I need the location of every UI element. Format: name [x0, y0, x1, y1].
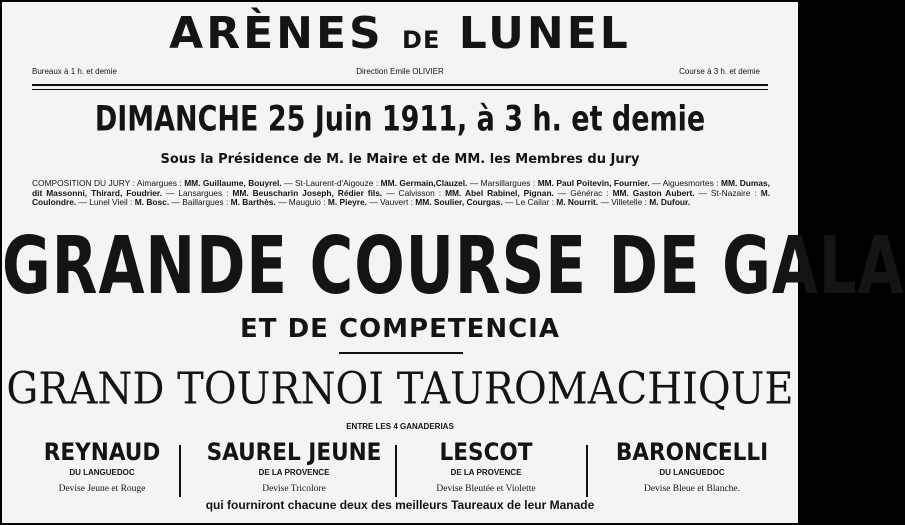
ganaderia-region: DE LA PROVENCE [258, 468, 330, 477]
jury-members: M. Coulondre. [32, 187, 771, 207]
ganaderia-devise: Devise Bleue et Blanche. [643, 484, 741, 494]
ganaderia-region: DU LANGUEDOC [659, 468, 725, 477]
event-subtitle: ET DE COMPETENCIA [240, 314, 560, 344]
jury-members: MM. Paul Poitevin, Fournier. [537, 178, 650, 188]
ganaderia-baroncelli [612, 438, 772, 494]
date-line: DIMANCHE 25 Juin 1911, à 3 h. et demie [94, 99, 706, 140]
ganaderia-devise: Devise Bleutée et Violette [436, 484, 536, 494]
jury-members: MM. Guillaume, Bouyrel. [184, 178, 282, 188]
jury-place: St-Nazaire : [710, 187, 761, 198]
ganaderia-region: DU LANGUEDOC [69, 468, 135, 477]
jury-place: Aiguesmortes : [662, 178, 722, 188]
ganaderia-name: REYNAUD [43, 438, 161, 466]
ganaderia-reynaud [32, 438, 172, 494]
title-city: LUNEL [458, 8, 631, 59]
jury-members: M. Pieyre. [327, 197, 368, 207]
ganaderia-saurel-jeune [200, 438, 388, 494]
ganaderia-devise: Devise Tricolore [262, 484, 326, 494]
jury-members: MM. Dumas, dit Massonni, Thirard, Foudrier. [32, 178, 771, 198]
bureaux-note: Bureaux à 1 h. et demie [32, 67, 117, 76]
jury-members: M. Nourrit. [556, 197, 599, 207]
jury-list: Aimargues : MM. Guillaume, Bouyrel. — St-Laurent-d'Aigouze : MM. Germain,Clauzel. — Marsillargues : MM. Paul Poitevin, Fournier. — Aiguesmortes : MM. Dumas, dit Massonni, Thirard, Foudrier. — Lansargues : MM. Beuscharin Joseph, Rédier fils. — Calvisson : MM. Abel Rabinel, Pignan. — Générac : MM. Gaston Aubert. — St-Nazaire : M. Coulondre. — Lunel Vieil : M. Bosc. — Baillargues : M. Barthès. — Mauguio : M. Pieyre. — Vauvert : MM. Soulier, Courgas. — Le Cailar : M. Nourrit. — Villetelle : M. Dufour. [32, 178, 771, 207]
jury-members: MM. Gaston Aubert. [612, 187, 695, 198]
jury-members: MM. Beuscharin Joseph, Rédier fils. [232, 187, 383, 198]
jury-members: M. Barthès. [230, 197, 276, 207]
course-time-note: Course à 3 h. et demie [679, 67, 760, 76]
ganaderia-name: BARONCELLI [615, 438, 769, 466]
presidence-line: Sous la Présidence de M. le Maire et de MM. les Membres du Jury [160, 152, 640, 167]
ganaderia-lescot [407, 438, 565, 494]
ganaderias-intro: ENTRE LES 4 GANADERIAS [346, 422, 454, 431]
jury-members: M. Dufour. [649, 197, 691, 207]
poster [2, 2, 905, 523]
column-separator [179, 445, 181, 497]
ganaderia-region: DE LA PROVENCE [450, 468, 522, 477]
jury-place: Vauvert : [380, 197, 416, 207]
jury-place: Marsillargues : [480, 178, 538, 188]
jury-place: Mauguio : [288, 197, 328, 207]
column-separator [586, 445, 588, 497]
ganaderia-devise: Devise Jeune et Rouge [58, 484, 146, 494]
event-title: GRANDE COURSE DE GALA [2, 220, 905, 313]
tournoi-title: GRAND TOURNOI TAUROMACHIQUE [6, 364, 794, 415]
jury-place: Lunel Vieil : [89, 197, 135, 207]
poster-title [2, 8, 798, 59]
jury-members: MM. Germain,Clauzel. [380, 178, 468, 188]
divider-rule [339, 352, 463, 354]
jury-place: Villetelle : [611, 197, 650, 207]
jury-lead: COMPOSITION DU JURY : [32, 178, 135, 188]
jury-place: Aimargues : [136, 178, 185, 188]
jury-place: St-Laurent-d'Aigouze : [295, 178, 381, 188]
jury-members: M. Bosc. [134, 197, 170, 207]
direction-note: Direction Emile OLIVIER [356, 67, 444, 76]
jury-place: Calvisson : [398, 187, 446, 198]
footer-line: qui fourniront chacune deux des meilleurs Taureaux de leur Manade [205, 498, 595, 512]
jury-place: Baillargues : [182, 197, 231, 207]
ganaderia-name: SAUREL JEUNE [206, 438, 382, 466]
title-main: ARÈNES [169, 8, 384, 59]
jury-place: Générac : [570, 187, 613, 198]
title-de: DE [402, 26, 441, 54]
ganaderia-name: LESCOT [439, 438, 533, 466]
jury-composition [32, 179, 770, 208]
jury-members: MM. Abel Rabinel, Pignan. [445, 187, 554, 198]
jury-place: Le Cailar : [515, 197, 557, 207]
jury-members: MM. Soulier, Courgas. [415, 197, 503, 207]
jury-place: Lansargues : [178, 187, 233, 198]
header-rule-thin [32, 89, 768, 90]
column-separator [395, 445, 397, 497]
header-rule [32, 84, 768, 86]
